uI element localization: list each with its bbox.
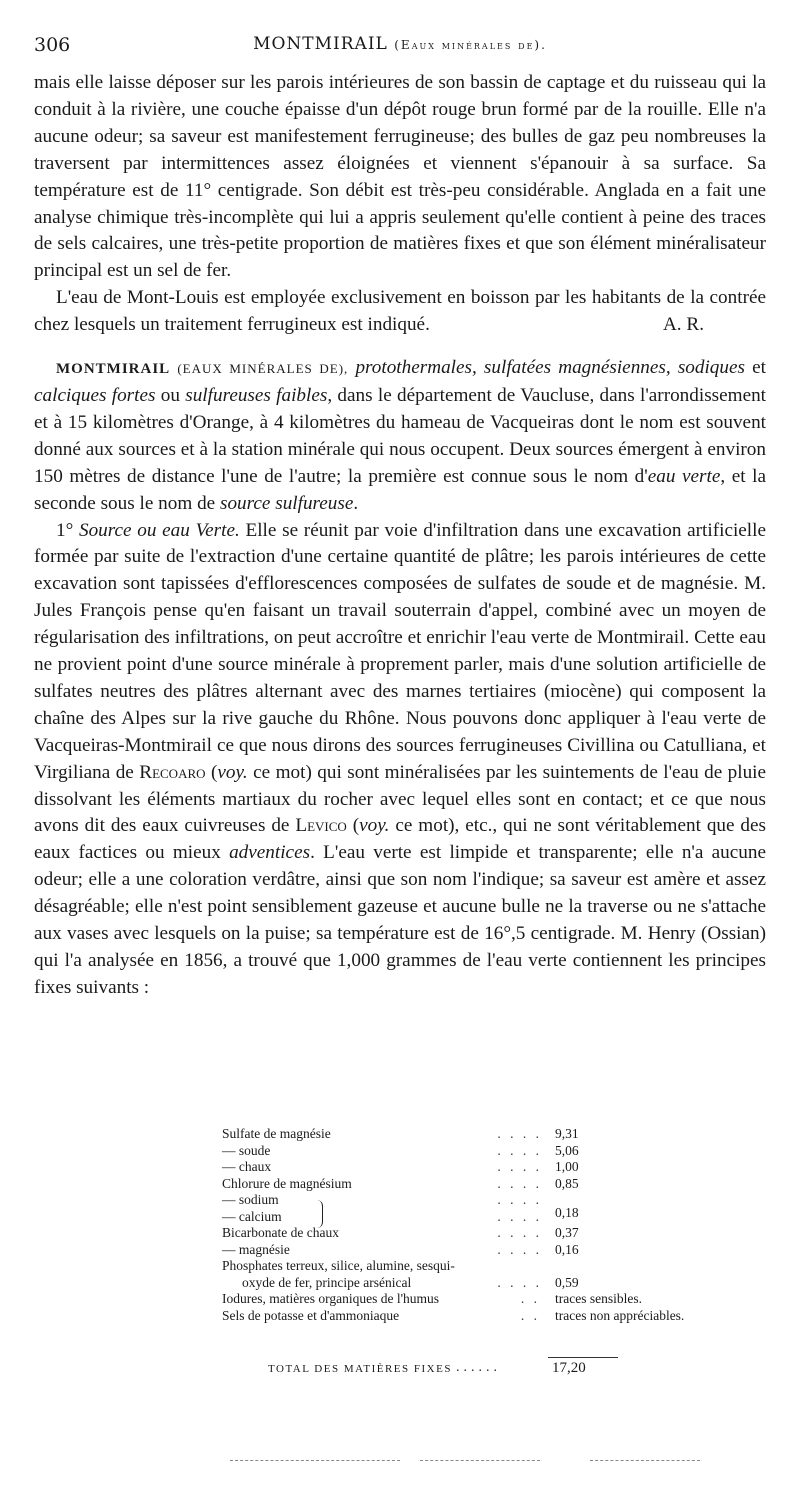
paragraph-eau-verte (34, 518, 766, 1002)
author-signature: A. R. (662, 314, 704, 336)
total-label: TOTAL DES MATIÈRES FIXES (268, 1363, 452, 1375)
page-number: 306 (34, 34, 71, 56)
table-row (222, 1209, 722, 1226)
table-row-label: Sulfate de magnésie (222, 1126, 331, 1141)
table-row-dots: . . . . (497, 1208, 542, 1224)
section-number: 1° (56, 519, 79, 541)
table-row-label: Iodures, matières organiques de l'humus (222, 1291, 440, 1306)
running-title-main: MONTMIRAIL (253, 34, 388, 54)
table-row-value: 0,16 (555, 1241, 579, 1257)
table-row-dots: . . . . (497, 1126, 542, 1141)
total-value: 17,20 (552, 1360, 586, 1376)
footer-rule-left (230, 1460, 400, 1461)
entry-text-4: , et la seconde sous le nom de (34, 465, 766, 514)
table-row-value: 0,85 (555, 1175, 579, 1191)
entry-headword: MONTMIRAIL (56, 361, 171, 378)
table-row (222, 1308, 722, 1325)
table-row-label: Bicarbonate de chaux (222, 1225, 339, 1240)
table-row-dots: . . . . (497, 1159, 542, 1174)
running-title-sub: (Eaux minérales de). (394, 38, 547, 52)
entry-eau-verte: eau verte (647, 465, 721, 487)
table-row-label: — soude (222, 1142, 271, 1158)
eau-verte-text-2: ( (205, 761, 218, 783)
table-row (222, 1291, 722, 1308)
table-row-dots: . . . . (497, 1225, 542, 1240)
table-row-label: Sels de potasse et d'ammoniaque (222, 1307, 400, 1323)
table-row (222, 1242, 722, 1259)
table-row-label: Phosphates terreux, silice, alumine, sesqui- (222, 1258, 455, 1273)
ref-recoaro: Recoaro (139, 761, 206, 783)
table-row (222, 1275, 722, 1292)
table-row (222, 1126, 722, 1143)
eau-verte-text-3: ce mot) qui sont minéralisées par les suintements de l'eau de pluie dissolvant les éléments martiaux du rocher avec lequel elles sont en contact; et ce que nous avons dit des eaux cuivreuses de (34, 761, 767, 837)
table-row-label: oxyde de fer, principe arsénical (242, 1274, 412, 1290)
entry-class-2: calciques fortes (34, 384, 156, 406)
ref-levico: Levico (295, 815, 347, 837)
section-title: Source ou eau Verte. (78, 519, 240, 541)
table-row (222, 1176, 722, 1193)
table-row-value: 5,06 (555, 1142, 579, 1158)
table-row (222, 1143, 722, 1160)
eau-verte-text-1: Elle se réunit par voie d'infiltration dans une excavation artificielle formée par suite de l'extraction d'une certaine quantité de plâtre; les parois intérieures de cette excavation sont tapissées d'efflorescences composées de sulfates de soude et de magnésie. M. Jules François pense qu'en faisant un travail souterrain d'appel, combiné avec un moyen de régularisation des infiltrations, on peut accroître et enrichir l'eau verte de Montmirail. Cette eau ne provient point d'une source minérale à proprement parler, mais d'une solution artificielle de sulfates neutres des plâtres alternant avec des marnes tertiaires (miocène) qui composent la chaîne des Alpes sur la rive gauche du Rhône. Nous pouvons donc appliquer à l'eau verte de Vacqueiras-Montmirail ce que nous dirons des sources ferrugineuses Civillina ou Catulliana, et Virgiliana de (34, 519, 766, 783)
total-dots: ...... (456, 1360, 501, 1375)
total-row (268, 1360, 598, 1380)
entry-source-sulfureuse: source sulfureuse (219, 492, 354, 514)
body-text (34, 70, 766, 1002)
table-row (222, 1225, 722, 1242)
eau-verte-text-6: . L'eau verte est limpide et transparente; elle n'a aucune odeur; elle a une coloration verdâtre, ainsi que son nom l'indique; sa saveur est amère et assez désagréable; elle n'est point sensiblement gazeuse et aucune bulle ne la traverse ou ne s'attache aux vases avec lesquels on la puise; sa température est de 16°,5 centigrade. M. Henry (Ossian) qui l'a analysée en 1856, a trouvé que 1,000 grammes de l'eau verte contiennent les principes fixes suivants : (34, 842, 766, 998)
eau-verte-text-5: ce mot), etc., qui ne sont véritablement que des eaux factices ou mieux (34, 815, 767, 864)
entry-text-3: , dans le département de Vaucluse, dans l'arrondissement et à 15 kilomètres d'Orange, à 4 kilomètres du hameau de Vacqueiras dont le nom est souvent donné aux sources et à la station minérale qui nous occupent. Deux sources émergent à environ 150 mètres de distance l'une de l'autre; la première est connue sous le nom d' (34, 384, 767, 487)
table-row-label: — calcium (222, 1208, 282, 1224)
paragraph-mont-louis (34, 285, 766, 339)
entry-text-2: ou (155, 384, 186, 406)
table-row-label: — chaux (222, 1159, 272, 1174)
entry-class-1: protothermales, sulfatées magnésiennes, sodiques (355, 357, 745, 379)
table-row-label: — magnésie (222, 1241, 290, 1257)
brace (316, 1200, 323, 1228)
eau-verte-text-4: ( (346, 815, 360, 837)
paragraph-continuation: mais elle laisse déposer sur les parois intérieures de son bassin de captage et du ruisseau qui la conduit à la rivière, une couche épaisse d'un dépôt rouge brun formé par de la rouille. Elle n'a aucune odeur; sa saveur est manifestement ferrugineuse; des bulles de gaz peu nombreuses la traversent par intermittences assez éloignées et viennent s'épanouir à sa surface. Sa température est de 11° centigrade. Son débit est très-peu considérable. Anglada en a fait une analyse chimique très-incomplète qui lui a appris seulement qu'elle contient à peine des traces de sels calcaires, une très-petite proportion de matières fixes et que son élément minéralisateur principal est un sel de fer. (34, 72, 766, 282)
table-row-value: traces non appréciables. (555, 1307, 685, 1323)
footer-rule-right (590, 1460, 700, 1461)
mont-louis-text: L'eau de Mont-Louis est employée exclusivement en boisson par les habitants de la contrée chez lesquels un traitement ferrugineux est indiqué. (34, 287, 766, 336)
table-row-value: 9,31 (555, 1126, 579, 1141)
voy-1: voy. (217, 761, 248, 783)
entry-text-5: . (353, 492, 359, 514)
table-row-value: 1,00 (555, 1159, 579, 1174)
table-row (222, 1258, 722, 1275)
paragraph-montmirail-entry (34, 355, 766, 517)
brace-value: 0,18 (555, 1205, 579, 1220)
table-row-dots: . . (520, 1307, 540, 1323)
page-header (34, 34, 766, 60)
running-title (34, 34, 766, 54)
entry-class-3: sulfureuses faibles (185, 384, 328, 406)
table-row-label: Chlorure de magnésium (222, 1175, 352, 1191)
table-row (222, 1159, 722, 1176)
table-row-dots: . . . . (497, 1241, 542, 1257)
table-row-dots: . . . . (497, 1274, 542, 1290)
table-row-dots: . . . . (497, 1142, 542, 1158)
voy-2: voy. (359, 815, 390, 837)
table-row-value: 0,59 (555, 1274, 579, 1290)
table-row (222, 1192, 722, 1209)
entry-text-1: et (744, 357, 766, 379)
table-row-dots: . . (520, 1291, 540, 1306)
adventices: adventices (229, 842, 311, 864)
table-row-value: 0,37 (555, 1225, 579, 1240)
table-row-dots: . . . . (497, 1192, 542, 1207)
table-row-dots: . . . . (497, 1175, 542, 1191)
analysis-table (222, 1126, 722, 1324)
table-row-value: traces sensibles. (555, 1291, 642, 1306)
footer-rule-middle (420, 1460, 540, 1461)
entry-headword-sub: (EAUX MINÉRALES DE), (177, 361, 349, 377)
total-rule (548, 1357, 618, 1358)
table-row-label: — sodium (222, 1192, 279, 1207)
